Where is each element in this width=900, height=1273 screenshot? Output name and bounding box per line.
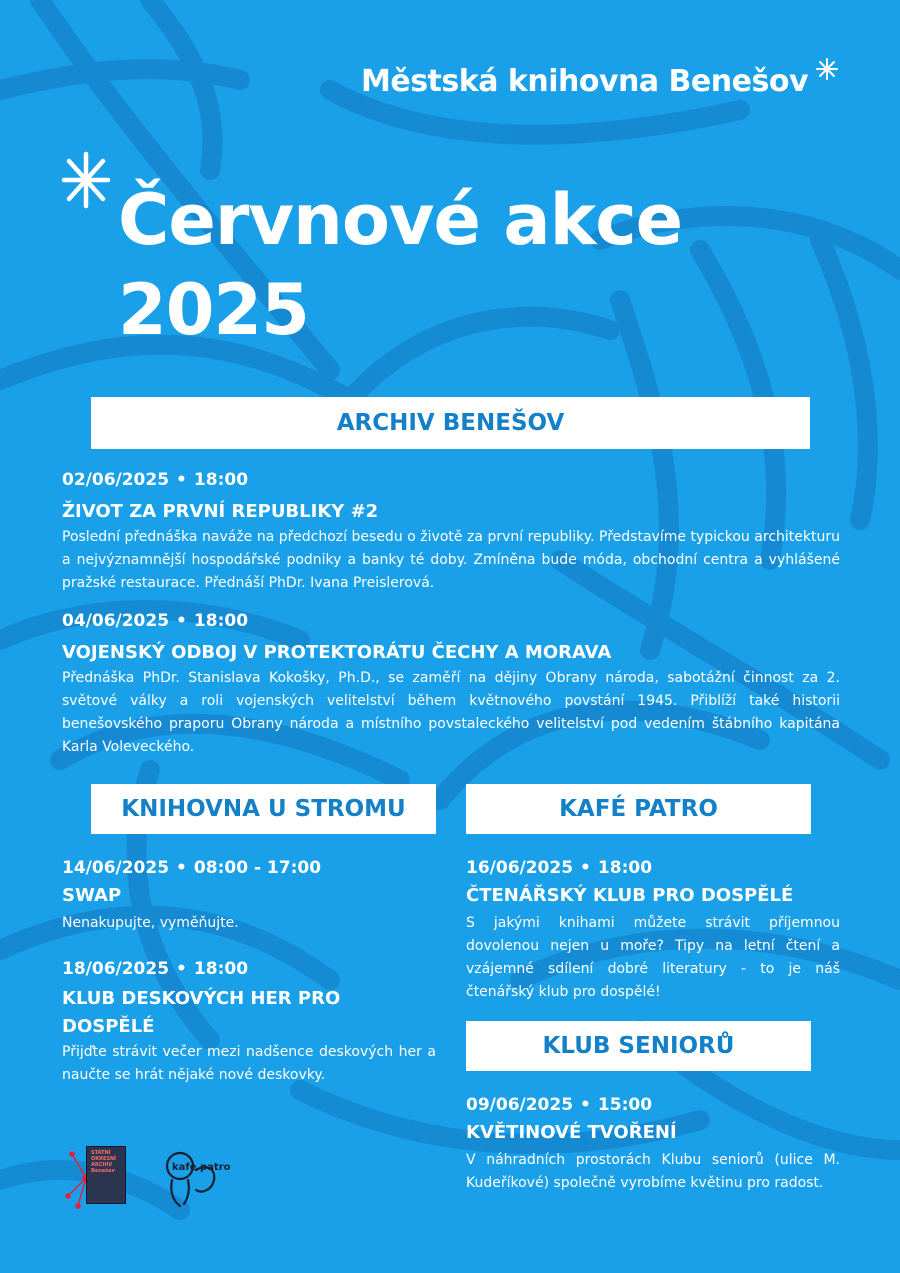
- sparkle-icon: [62, 152, 110, 208]
- event-title: SWAP: [62, 885, 122, 906]
- event-datetime: [62, 959, 436, 979]
- event-description: Nenakupujte, vyměňujte.: [62, 915, 239, 931]
- coffee-logo-icon: [158, 1150, 231, 1208]
- title-line: Červnové akce: [118, 179, 683, 261]
- event-datetime: [466, 858, 840, 878]
- event-description: Přednáška PhDr. Stanislava Kokošky, Ph.D., se zaměří na dějiny Obrany národa, sabotážní činnost za 2. světové války a roli vojenských velitelství během květnového povstání 1945. Přiblíží také historii benešovského praporu Obrany národa a místního povstaleckého velitelství pod vedením štábního kapitána Karla Voleveckého.: [62, 670, 840, 755]
- event-time: 18:00: [193, 959, 249, 979]
- event-title: ČTENÁŘSKÝ KLUB PRO DOSPĚLÉ: [466, 885, 794, 906]
- event-datetime: [62, 611, 840, 631]
- event-datetime: [62, 470, 840, 490]
- event-description: V náhradních prostorách Klubu seniorů (ulice M. Kudeříkové) společně vyrobíme květinu pro radost.: [466, 1152, 840, 1191]
- event-datetime: [466, 1095, 840, 1115]
- event-title: ŽIVOT ZA PRVNÍ REPUBLIKY #2: [62, 501, 379, 522]
- separator-dot: •: [176, 858, 187, 878]
- event-block: [466, 858, 840, 1004]
- event-block: [62, 470, 840, 595]
- archive-logo-text: STÁTNÍ OKRESNÍ ARCHIV Benešov: [91, 1150, 117, 1174]
- archive-logo: [64, 1146, 128, 1208]
- event-block: [62, 858, 436, 935]
- event-description: S jakými knihami můžete strávit příjemnou dovolenou nejen u moře? Tipy na letní čtení a vzájemné sdílení dobré literatury - to je náš čtenářský klub pro dospělé!: [466, 915, 840, 1000]
- event-time: 18:00: [193, 470, 249, 490]
- event-time: 08:00 - 17:00: [193, 858, 322, 878]
- event-date: 16/06/2025: [466, 858, 574, 878]
- cafe-patro-logo: [158, 1150, 231, 1208]
- event-block: [62, 959, 436, 1087]
- event-time: 15:00: [597, 1095, 653, 1115]
- event-date: 14/06/2025: [62, 858, 170, 878]
- title-year: 2025: [118, 269, 309, 351]
- sparkle-icon: [816, 58, 838, 80]
- event-title: VOJENSKÝ ODBOJ V PROTEKTORÁTU ČECHY A MORAVA: [62, 642, 612, 663]
- section-heading-archiv: ARCHIV BENEŠOV: [91, 397, 810, 449]
- event-date: 18/06/2025: [62, 959, 170, 979]
- separator-dot: •: [176, 470, 187, 490]
- separator-dot: •: [176, 611, 187, 631]
- archive-logo-book: [86, 1146, 126, 1204]
- event-date: 09/06/2025: [466, 1095, 574, 1115]
- event-time: 18:00: [597, 858, 653, 878]
- event-title: KVĚTINOVÉ TVOŘENÍ: [466, 1122, 677, 1143]
- separator-dot: •: [176, 959, 187, 979]
- section-heading-knihovna: KNIHOVNA U STROMU: [91, 784, 436, 834]
- event-description: Poslední přednáška naváže na předchozí besedu o životě za první republiky. Představíme typickou architekturu a nejvýznamnější hospodářské podniky a banky té doby. Zmíněna bude móda, obchodní centra a vyhlášené pražské restaurace. Přednáší PhDr. Ivana Preislerová.: [62, 529, 840, 591]
- section-heading-senioru: KLUB SENIORŮ: [466, 1021, 811, 1071]
- event-time: 18:00: [193, 611, 249, 631]
- event-block: [466, 1095, 840, 1195]
- event-date: 02/06/2025: [62, 470, 170, 490]
- separator-dot: •: [580, 858, 591, 878]
- library-name: Městská knihovna Benešov: [361, 64, 808, 99]
- event-block: [62, 611, 840, 759]
- cafe-logo-text: kafe patro: [172, 1162, 231, 1173]
- event-datetime: [62, 858, 436, 878]
- section-heading-kafe: KAFÉ PATRO: [466, 784, 811, 834]
- event-title: KLUB DESKOVÝCH HER PRO DOSPĚLÉ: [62, 988, 341, 1037]
- separator-dot: •: [580, 1095, 591, 1115]
- event-description: Přijďte strávit večer mezi nadšence deskových her a naučte se hrát nějaké nové deskovky.: [62, 1044, 436, 1083]
- event-date: 04/06/2025: [62, 611, 170, 631]
- page-title: [118, 175, 682, 355]
